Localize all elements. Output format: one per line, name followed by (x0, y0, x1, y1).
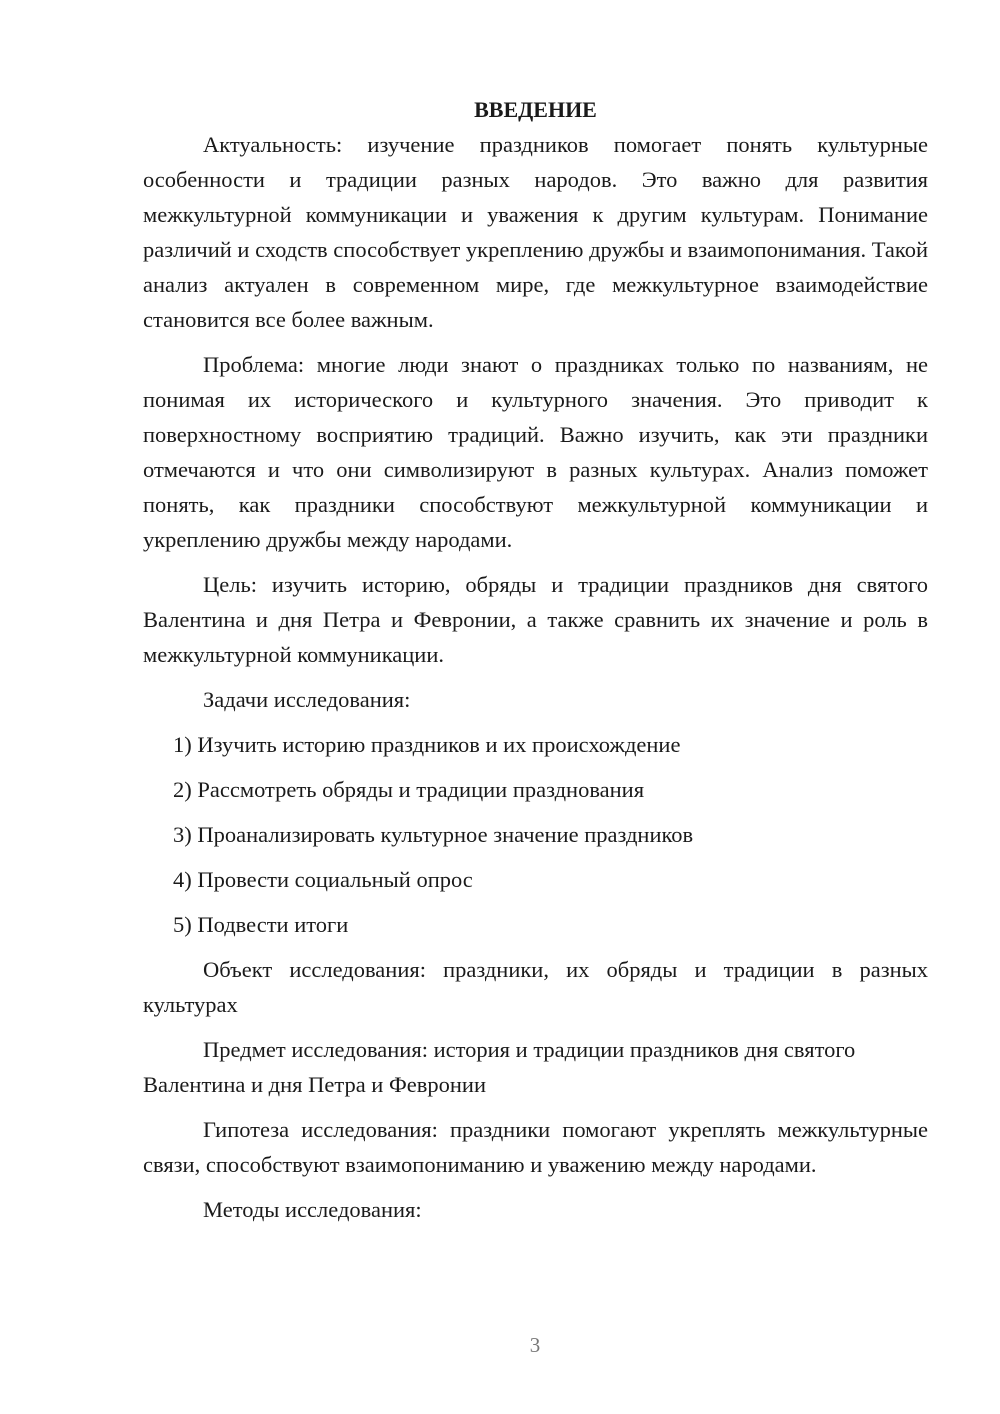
methods-heading: Методы исследования: (203, 1197, 422, 1222)
paragraph-hypothesis: Гипотеза исследования: праздники помогают укреплять межкультурные связи, способствуют взаимопониманию и уважению между народами. (143, 1117, 928, 1177)
task-item: 4) Провести социальный опрос (173, 867, 473, 892)
paragraph-object: Объект исследования: праздники, их обряды и традиции в разных культурах (143, 957, 928, 1017)
document-page (143, 92, 928, 1237)
tasks-heading: Задачи исследования: (203, 687, 411, 712)
paragraph-problem: Проблема: многие люди знают о праздниках только по названиям, не понимая их исторического и культурного значения. Это приводит к поверхностному восприятию традиций. Важно изучить, как эти праздники отмечаются и что они символизируют в разных культурах. Анализ поможет понять, как праздники способствуют межкультурной коммуникации и укреплению дружбы между народами. (143, 352, 928, 552)
task-item: 2) Рассмотреть обряды и традиции празднования (173, 777, 645, 802)
paragraph-relevance: Актуальность: изучение праздников помогает понять культурные особенности и традиции разных народов. Это важно для развития межкультурной коммуникации и уважения к другим культурам. Понимание различий и сходств способствует укреплению дружбы и взаимопонимания. Такой анализ актуален в современном мире, где межкультурное взаимодействие становится все более важным. (143, 132, 928, 332)
paragraph-goal: Цель: изучить историю, обряды и традиции праздников дня святого Валентина и дня Петра и Февронии, а также сравнить их значение и роль в межкультурной коммуникации. (143, 572, 928, 667)
task-item: 5) Подвести итоги (173, 912, 349, 937)
section-title: ВВЕДЕНИЕ (474, 97, 597, 122)
task-item: 1) Изучить историю праздников и их происхождение (173, 732, 681, 757)
page-number: 3 (529, 1333, 541, 1357)
task-item: 3) Проанализировать культурное значение праздников (173, 822, 694, 847)
paragraph-subject: Предмет исследования: история и традиции праздников дня святого Валентина и дня Петра и Февронии (143, 1037, 856, 1097)
